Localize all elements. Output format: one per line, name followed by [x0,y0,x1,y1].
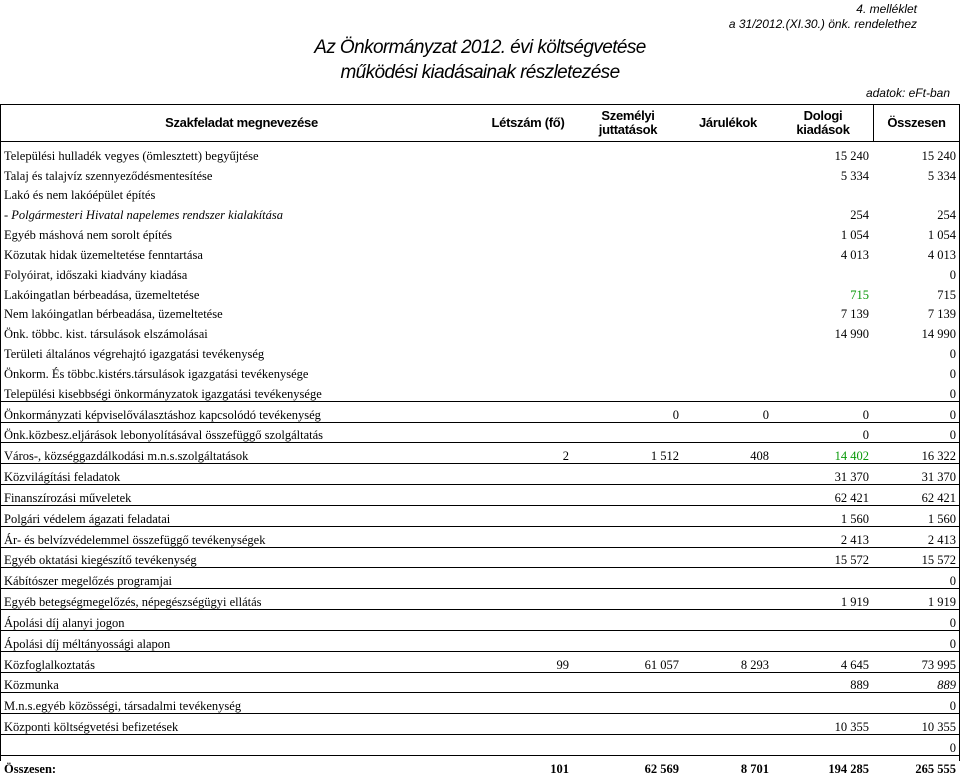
cell-material: 4 013 [840,247,869,262]
cell-material: 31 370 [773,464,873,485]
table-row [0,505,960,526]
cell-staff [483,485,573,506]
cell-name: Lakóingatlan bérbeadása, üzemeltetése [4,287,200,302]
cell-personal [573,183,683,203]
cell-staff [483,672,573,693]
header-contributions: Járulékok [698,115,757,130]
cell-contrib [683,735,773,756]
cell-name: Egyéb máshová nem sorolt építés [4,228,173,243]
table-row [0,381,960,401]
cell-staff [483,568,573,589]
cell-name: Polgári védelem ágazati feladatai [0,505,483,526]
cell-personal [573,302,683,322]
cell-staff [483,361,573,381]
summary-staff: 101 [550,761,569,776]
cell-name: Közfoglalkoztatás [0,651,483,672]
cell-material [773,568,873,589]
cell-material: 15 240 [834,148,869,163]
cell-total: 4 013 [927,247,956,262]
cell-total: 2 413 [873,526,960,547]
summary-personal: 62 569 [644,761,679,776]
header-staff: Létszám (fő) [491,115,565,130]
table-row [0,464,960,485]
cell-staff [483,735,573,756]
table-row [0,651,960,672]
cell-staff [483,464,573,485]
annex-number: 4. melléklet [856,2,917,16]
cell-contrib [683,381,773,401]
table-row [0,610,960,631]
cell-total: 0 [873,630,960,651]
cell-name: Ár- és belvízvédelemmel összefüggő tevékenységek [0,526,483,547]
cell-total: 0 [873,401,960,422]
cell-name: Önk.közbesz.eljárások lebonyolításával összefüggő szolgáltatás [0,422,483,443]
table-row [0,321,960,341]
cell-contrib [683,547,773,568]
cell-staff: 99 [483,651,573,672]
cell-contrib [683,693,773,714]
cell-name: Talaj és talajvíz szennyeződésmentesítése [4,168,213,183]
cell-material [773,610,873,631]
cell-staff [483,381,573,401]
cell-total: 1 919 [873,589,960,610]
cell-personal [573,610,683,631]
cell-total: 1 054 [927,228,956,243]
cell-contrib [683,302,773,322]
cell-staff [483,693,573,714]
cell-staff [483,714,573,735]
cell-staff [483,610,573,631]
cell-total: 889 [873,672,960,693]
cell-staff [483,401,573,422]
table-row [0,630,960,651]
cell-contrib [683,183,773,203]
cell-material: 254 [850,208,869,223]
cell-personal [573,282,683,302]
cell-contrib [683,714,773,735]
cell-total: 31 370 [873,464,960,485]
cell-material: 889 [773,672,873,693]
cell-contrib [683,610,773,631]
cell-material: 0 [773,401,873,422]
cell-personal [573,143,683,163]
cell-personal [573,321,683,341]
cell-staff [483,547,573,568]
cell-total: 73 995 [873,651,960,672]
cell-staff [483,202,573,222]
table-row [0,143,960,163]
cell-staff [483,242,573,262]
table-row [0,547,960,568]
table-row [0,262,960,282]
cell-personal [573,485,683,506]
annex-reference [729,2,917,32]
summary-name: Összesen: [4,761,57,776]
cell-staff [483,143,573,163]
cell-personal: 1 512 [573,443,683,464]
header-bottom-rule [0,141,960,142]
cell-material: 14 990 [834,327,869,342]
cell-personal [573,547,683,568]
cell-contrib [683,222,773,242]
cell-staff [483,422,573,443]
cell-name: Települési kisebbségi önkormányzatok igazgatási tevékenysége [0,381,483,401]
cell-material: 1 054 [840,228,869,243]
table-row [0,526,960,547]
document-subtitle: működési kiadásainak részletezése [340,62,620,83]
cell-material: 2 413 [773,526,873,547]
cell-contrib [683,505,773,526]
cell-material: 0 [773,422,873,443]
cell-total: 0 [949,267,956,282]
cell-total: 0 [873,422,960,443]
cell-name: Közvilágítási feladatok [0,464,483,485]
cell-material: 1 560 [773,505,873,526]
cell-name [0,735,483,756]
document-title: Az Önkormányzat 2012. évi költségvetése [314,37,646,58]
cell-staff [483,630,573,651]
cell-total: 0 [873,610,960,631]
cell-staff [483,505,573,526]
cell-personal [573,202,683,222]
cell-personal [573,242,683,262]
cell-material [773,183,873,203]
cell-staff [483,163,573,183]
cell-personal: 0 [573,401,683,422]
cell-material: 10 355 [773,714,873,735]
cell-contrib [683,464,773,485]
table-row [0,589,960,610]
cell-material [773,693,873,714]
cell-contrib [683,361,773,381]
summary-total: 265 555 [915,761,956,776]
cell-total: 0 [873,735,960,756]
header-top-rule [0,104,960,105]
expense-table [0,143,960,776]
cell-personal [573,422,683,443]
header-name: Szakfeladat megnevezése [165,115,318,130]
cell-name: Kábítószer megelőzés programjai [0,568,483,589]
cell-personal [573,262,683,282]
header-personal: Személyi juttatások [598,108,658,137]
table-row [0,714,960,735]
cell-material: 4 645 [773,651,873,672]
cell-name: Finanszírozási műveletek [0,485,483,506]
cell-material: 15 572 [773,547,873,568]
cell-total: 15 240 [921,148,956,163]
cell-total: 7 139 [927,307,956,322]
cell-total: 5 334 [927,168,956,183]
table-row [0,163,960,183]
cell-contrib [683,202,773,222]
table-row [0,341,960,361]
cell-personal [573,361,683,381]
cell-name: Ápolási díj alanyi jogon [0,610,483,631]
cell-personal [573,630,683,651]
cell-personal [573,163,683,183]
cell-total: 1 560 [873,505,960,526]
cell-name: - Polgármesteri Hivatal napelemes rendszer kialakítása [4,208,284,223]
annex-decree: a 31/2012.(XI.30.) önk. rendelethez [728,17,917,31]
cell-contrib [683,422,773,443]
cell-material: 14 402 [773,443,873,464]
cell-personal [573,672,683,693]
cell-total: 10 355 [873,714,960,735]
cell-contrib [683,143,773,163]
table-row [0,302,960,322]
cell-contrib [683,526,773,547]
cell-personal [573,735,683,756]
table-row [0,183,960,203]
cell-name: Közutak hidak üzemeltetése fenntartása [4,247,203,262]
cell-name: Önkormányzati képviselőválasztáshoz kapcsolódó tevékenység [0,401,483,422]
cell-contrib [683,672,773,693]
cell-total [873,183,960,203]
cell-staff [483,282,573,302]
cell-contrib [683,568,773,589]
summary-material: 194 285 [828,761,869,776]
cell-contrib [683,242,773,262]
cell-staff [483,321,573,341]
cell-name: Közmunka [0,672,483,693]
cell-staff [483,222,573,242]
cell-total: 0 [949,366,956,381]
cell-name: Önkorm. És többc.kistérs.társulások igazgatási tevékenysége [4,366,309,381]
table-row [0,361,960,381]
cell-material: 62 421 [773,485,873,506]
table-row [0,443,960,464]
cell-material [773,341,873,361]
cell-contrib: 8 293 [683,651,773,672]
table-row [0,672,960,693]
cell-contrib: 0 [683,401,773,422]
cell-name: Ápolási díj méltányossági alapon [0,630,483,651]
cell-total: 15 572 [873,547,960,568]
cell-personal [573,714,683,735]
cell-total: 14 990 [921,327,956,342]
cell-name: Területi általános végrehajtó igazgatási tevékenység [4,347,265,362]
cell-material [773,630,873,651]
cell-material [773,735,873,756]
cell-total: 0 [873,693,960,714]
cell-name: Város-, községgazdálkodási m.n.s.szolgáltatások [0,443,483,464]
cell-personal: 61 057 [573,651,683,672]
cell-personal [573,505,683,526]
cell-personal [573,341,683,361]
table-row [0,693,960,714]
cell-personal [573,222,683,242]
table-row [0,422,960,443]
cell-material [773,262,873,282]
cell-name: Nem lakóingatlan bérbeadása, üzemeltetése [4,307,223,322]
cell-name: Önk. többc. kist. társulások elszámolásai [4,327,208,342]
cell-personal [573,568,683,589]
cell-staff [483,262,573,282]
cell-contrib [683,485,773,506]
cell-total: 0 [873,568,960,589]
cell-total: 254 [937,208,956,223]
table-row [0,282,960,302]
cell-staff [483,589,573,610]
table-row [0,485,960,506]
cell-name: Folyóirat, időszaki kiadvány kiadása [4,267,188,282]
cell-name: Lakó és nem lakóépület építés [4,188,156,203]
cell-material: 715 [850,287,869,302]
cell-contrib: 408 [683,443,773,464]
cell-material: 7 139 [840,307,869,322]
cell-personal [573,464,683,485]
cell-contrib [683,321,773,341]
cell-total: 0 [949,347,956,362]
cell-contrib [683,262,773,282]
total-col-divider [873,104,874,141]
table-row [0,242,960,262]
cell-personal [573,693,683,714]
table-row [0,202,960,222]
cell-staff [483,302,573,322]
table-row [0,401,960,422]
cell-contrib [683,163,773,183]
cell-material: 1 919 [773,589,873,610]
cell-total: 62 421 [873,485,960,506]
header-material: Dologi kiadások [796,108,850,137]
cell-contrib [683,630,773,651]
cell-staff: 2 [483,443,573,464]
unit-note: adatok: eFt-ban [865,86,950,100]
table-row [0,735,960,756]
cell-total: 715 [937,287,956,302]
cell-material [773,361,873,381]
cell-total: 16 322 [873,443,960,464]
cell-personal [573,381,683,401]
cell-staff [483,526,573,547]
table-row [0,568,960,589]
cell-contrib [683,341,773,361]
summary-contrib: 8 701 [740,761,769,776]
cell-contrib [683,282,773,302]
cell-staff [483,183,573,203]
header-total: Összesen [887,115,946,130]
cell-personal [573,589,683,610]
cell-staff [483,341,573,361]
cell-name: Egyéb betegségmegelőzés, népegészségügyi ellátás [0,589,483,610]
cell-personal [573,526,683,547]
cell-material: 5 334 [840,168,869,183]
cell-name: Központi költségvetési befizetések [0,714,483,735]
cell-name: M.n.s.egyéb közösségi, társadalmi tevékenység [0,693,483,714]
table-row [0,222,960,242]
cell-contrib [683,589,773,610]
cell-name: Egyéb oktatási kiegészítő tevékenység [0,547,483,568]
summary-row [0,755,960,775]
cell-name: Települési hulladék vegyes (ömlesztett) begyűjtése [4,148,259,163]
cell-total: 0 [873,381,960,401]
cell-material [773,381,873,401]
